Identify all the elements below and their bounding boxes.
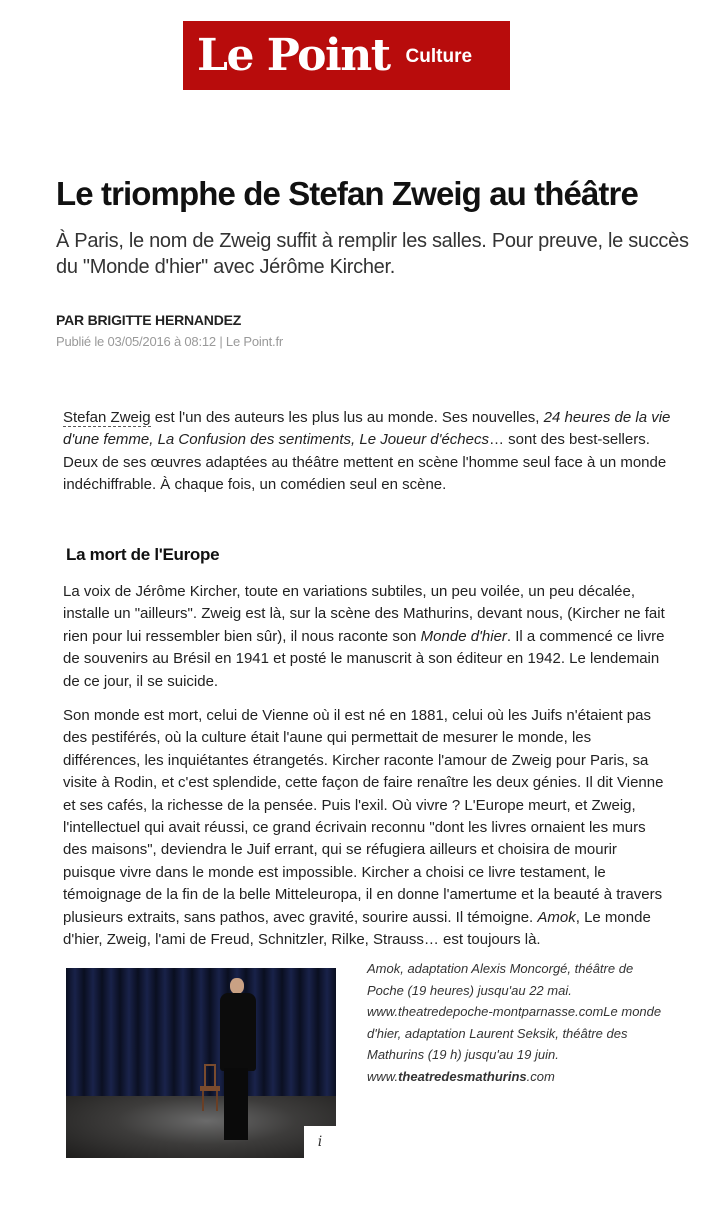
section-label[interactable]: Culture <box>405 45 473 67</box>
intro-text-2: … sont des best-sellers. Deux de ses œuvres adaptées au théâtre mettent en scène l'homme seul face à un monde indéchiffrable. À chaque fois, un comédien seul en scène. <box>63 431 667 494</box>
brand-logo[interactable]: Le Point <box>197 29 390 81</box>
stefan-zweig-link[interactable]: Stefan Zweig <box>63 409 151 426</box>
p1-title: Monde d'hier <box>420 627 507 645</box>
chair-leg <box>216 1091 218 1111</box>
p2-title: Amok <box>537 908 576 926</box>
intro-text-1: est l'un des auteurs les plus lus au monde. Ses nouvelles, <box>150 409 544 426</box>
photo-info-icon[interactable]: i <box>304 1126 336 1158</box>
article-subtitle: À Paris, le nom de Zweig suffit à remplir les salles. Pour preuve, le succès du "Monde d'hier" avec Jérôme Kircher. <box>56 230 689 278</box>
photo-caption <box>367 958 672 1087</box>
intro-paragraph <box>63 407 671 497</box>
body-paragraph-1 <box>63 581 671 693</box>
chair-back <box>204 1064 216 1086</box>
caption-site-bold: theatredesmathurins <box>398 1068 527 1084</box>
p1-text-b: . Il a commencé ce livre de souvenirs au Brésil en 1941 et posté le manuscrit à son éditeur en 1942. Le lendemain de ce jour, il se suicide. <box>63 627 665 690</box>
article-title: Le triomphe de Stefan Zweig au théâtre <box>56 175 638 212</box>
brand-logo-bar[interactable] <box>183 21 510 90</box>
p2-text-b: , Le monde d'hier, Zweig, l'ami de Freud, Schnitzler, Rilke, Strauss… est toujours là. <box>63 908 651 949</box>
article-photo[interactable] <box>66 968 336 1158</box>
section-heading: La mort de l'Europe <box>66 545 220 564</box>
actor-body <box>220 993 256 1071</box>
body-paragraph-2 <box>63 705 671 951</box>
caption-text-1: Amok, adaptation Alexis Moncorgé, théâtre de Poche (19 heures) jusqu'au 22 mai. www.theatredepoche-montparnasse.comLe monde d'hier, adaptation Laurent Seksik, théâtre des Mathurins (19 h) jusqu'au 19 juin. www. <box>367 961 662 1084</box>
intro-works: 24 heures de la vie d'une femme, La Confusion des sentiments, Le Joueur d'échecs <box>63 409 671 449</box>
p1-text-a: La voix de Jérôme Kircher, toute en variations subtiles, un peu voilée, un peu décalée, installe un "ailleurs". Zweig est là, sur la scène des Mathurins, devant nous, (Kircher ne fait rien pour lui ressembler bien sûr), il nous raconte son <box>63 583 665 645</box>
publish-info: Publié le 03/05/2016 à 08:12 | Le Point.fr <box>56 334 283 349</box>
p2-text-a: Son monde est mort, celui de Vienne où il est né en 1881, celui où les Juifs n'étaient pas des pestiférés, où la culture était l'aune qui permettait de mesurer le monde, les différences, les inquiétantes étrangetés. Kircher raconte l'amour de Zweig pour Paris, sa visite à Rodin, et c'est splendide, cette façon de faire renaître les deux génies. Il dit Vienne et ses cafés, la richesse de la pensée. Puis l'exil. Où vivre ? L'Europe meurt, et Zweig, l'intellectuel qui avait réussi, ce grand écrivain reconnu "dont les livres ornaient les murs des maisons", deviendra le Juif errant, qui se réfugiera ailleurs et choisira de mourir puisque vivre dans le monde est impossible. Kircher a choisi ce livre testament, le témoignage de la fin de la belle Mitteleuropa, il en donne l'amertume et la beauté à travers plusieurs extraits, sans pathos, avec gravité, sourire aussi. Il témoigne. <box>63 707 664 926</box>
article-author: PAR BRIGITTE HERNANDEZ <box>56 312 242 328</box>
stage-curtain <box>66 968 336 1096</box>
actor-legs <box>224 1068 248 1140</box>
actor-head <box>230 978 244 994</box>
chair-leg <box>202 1091 204 1111</box>
caption-text-2: .com <box>526 1068 555 1084</box>
stage-floor <box>66 1096 336 1158</box>
